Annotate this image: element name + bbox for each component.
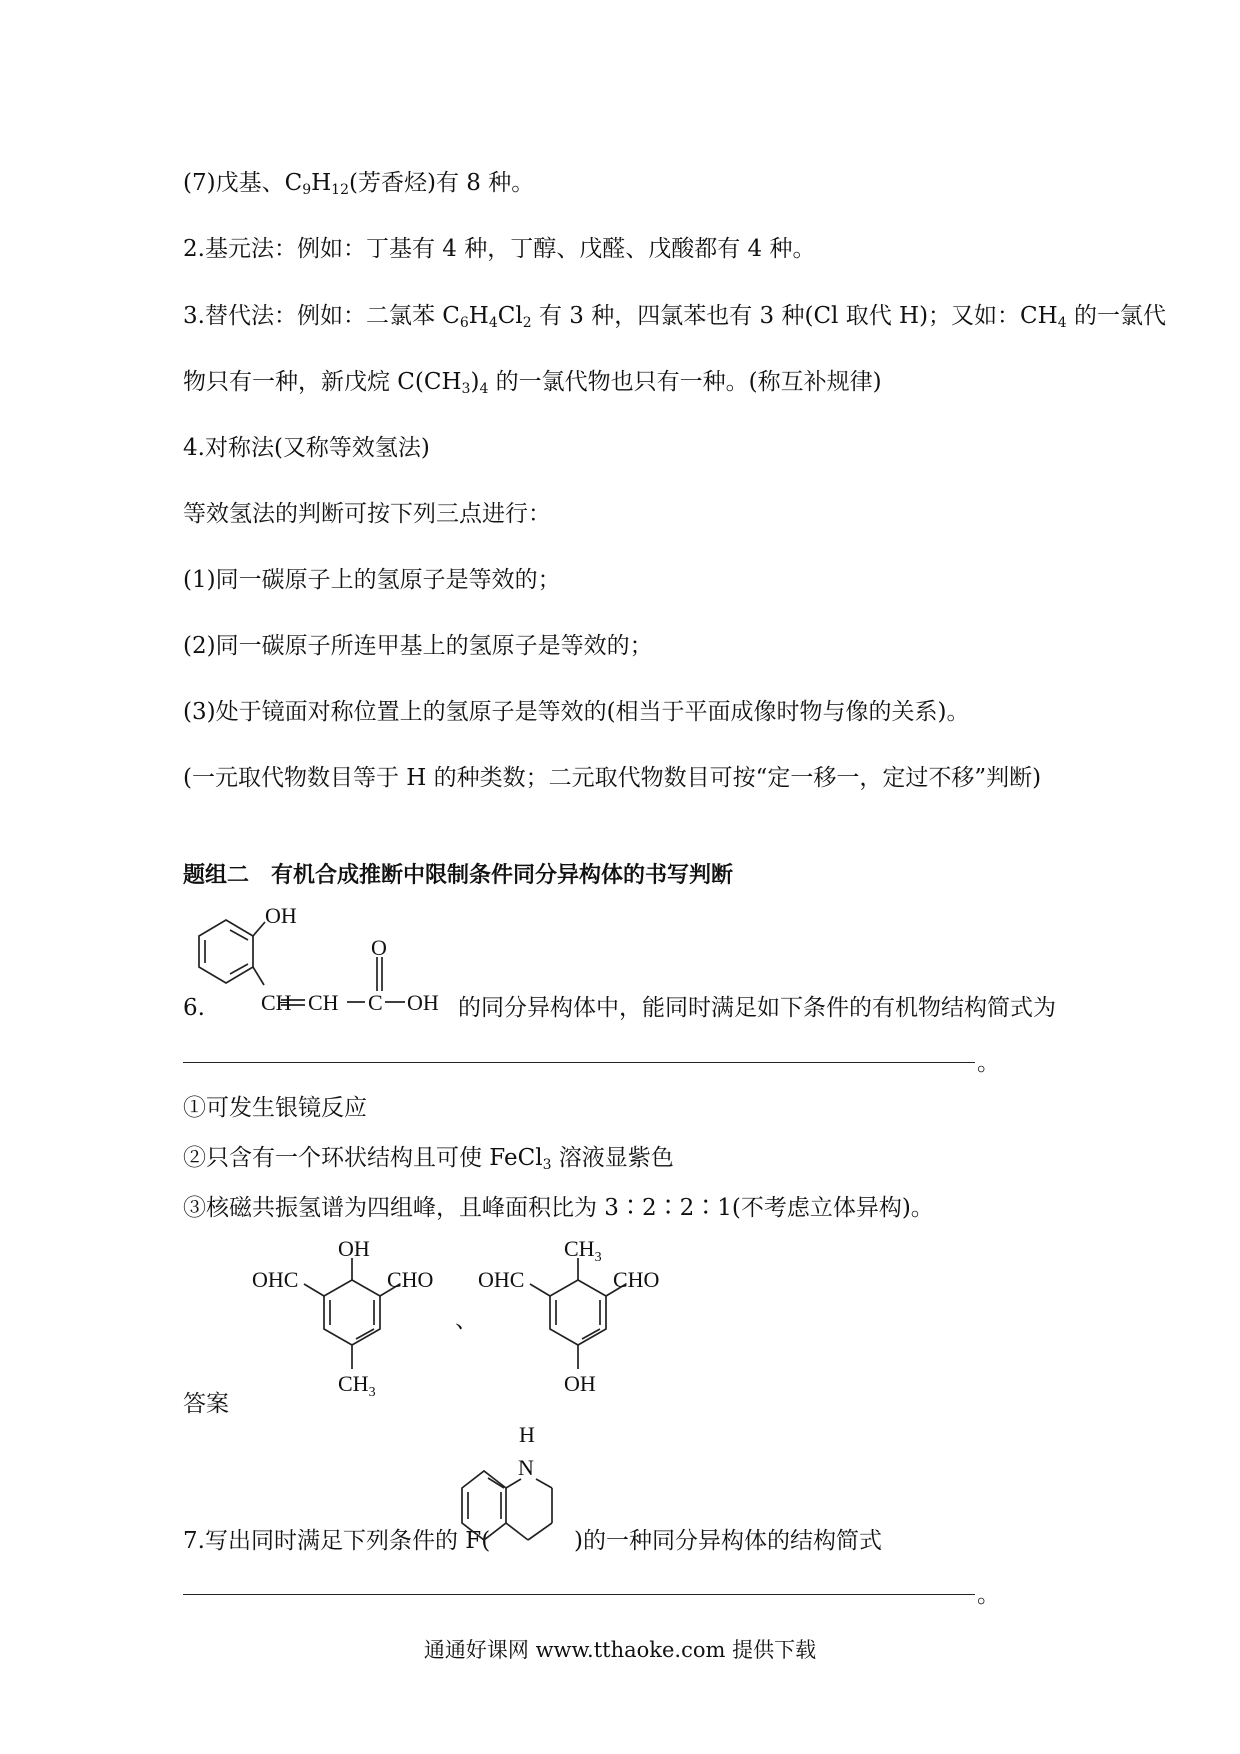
page-footer: 通通好课网 www.tthaoke.com 提供下载 bbox=[423, 1638, 817, 1662]
q7-stem-end: )的一种同分异构体的结构简式 bbox=[574, 1528, 882, 1554]
answer1-oh-label: OH bbox=[338, 1236, 370, 1261]
rule-item-7: (7)戊基、$C_9H_{12}$(芳香烃)有 8 种。 bbox=[183, 170, 535, 198]
q6-stem: 的同分异构体中，能同时满足如下条件的有机物结构简式为 bbox=[458, 995, 1056, 1021]
answer1-methyl-label: CH bbox=[338, 1371, 369, 1396]
q6-blank-period: 。 bbox=[977, 1050, 1000, 1076]
carboxyl-oh-label: OH bbox=[407, 990, 439, 1015]
carbonyl-oxygen-label: O bbox=[371, 935, 387, 960]
judge-intro: 等效氢法的判断可按下列三点进行： bbox=[183, 501, 551, 527]
svg-text:CH3: $CH_3$ bbox=[564, 1236, 602, 1265]
vinyl-ch-label-1: CH bbox=[261, 990, 292, 1015]
answer-label: 答案 bbox=[183, 1391, 229, 1417]
method-4-text: 4.对称法(又称等效氢法) bbox=[183, 435, 430, 461]
method-3-text: 3.替代法：例如：二氯苯 $C_6H_4Cl_2$ 有 3 种，四氯苯也有 3 种(Cl 取代 H)；又如：$CH_4$ 的一氯代 bbox=[183, 303, 1166, 331]
answer2-left-cho-label: OHC bbox=[478, 1267, 525, 1292]
answer2-oh-label: OH bbox=[564, 1371, 596, 1396]
q6-condition-3: ③核磁共振氢谱为四组峰，且峰面积比为 3∶2∶2∶1(不考虑立体异构)。 bbox=[183, 1195, 934, 1221]
summary-note: (一元取代物数目等于 H 的种类数；二元取代物数目可按“定一移一，定过不移”判断) bbox=[183, 765, 1042, 791]
q7-answer-blank[interactable] bbox=[183, 1594, 975, 1595]
q6-condition-2: ②只含有一个环状结构且可使 FeCl$_3$ 溶液显紫色 bbox=[183, 1145, 674, 1173]
nitrogen-label: N bbox=[518, 1455, 534, 1480]
nh-hydrogen-label: H bbox=[519, 1422, 535, 1447]
answer2-methyl-label: CH bbox=[564, 1236, 595, 1261]
q6-reactant-structure bbox=[195, 905, 465, 1025]
q6-answer-structure-1 bbox=[252, 1236, 452, 1416]
q7-stem-start: 7.写出同时满足下列条件的 F( bbox=[183, 1528, 491, 1554]
answer2-right-cho-label: CHO bbox=[613, 1267, 660, 1292]
section-title: 题组二 有机合成推断中限制条件同分异构体的书写判断 bbox=[183, 862, 734, 888]
vinyl-ch-label-2: CH bbox=[308, 990, 339, 1015]
judge-point-1: (1)同一碳原子上的氢原子是等效的； bbox=[183, 567, 561, 593]
q6-number: 6. bbox=[183, 995, 205, 1021]
svg-text:CH3: $CH_3$ bbox=[338, 1371, 376, 1400]
hydroxyl-label: OH bbox=[265, 903, 297, 928]
answer-separator: 、 bbox=[455, 1307, 478, 1333]
q7-blank-period: 。 bbox=[977, 1582, 1000, 1608]
judge-point-2: (2)同一碳原子所连甲基上的氢原子是等效的； bbox=[183, 633, 653, 659]
answer1-left-cho-label: OHC bbox=[252, 1267, 299, 1292]
judge-point-3: (3)处于镜面对称位置上的氢原子是等效的(相当于平面成像时物与像的关系)。 bbox=[183, 699, 970, 725]
q6-condition-1: ①可发生银镜反应 bbox=[183, 1095, 367, 1121]
q6-answer-blank[interactable] bbox=[183, 1062, 975, 1063]
answer1-right-cho-label: CHO bbox=[387, 1267, 434, 1292]
method-2-text: 2.基元法：例如：丁基有 4 种，丁醇、戊醛、戊酸都有 4 种。 bbox=[183, 236, 816, 262]
method-3-continued: 物只有一种，新戊烷 $C(CH_3)_4$ 的一氯代物也只有一种。(称互补规律) bbox=[183, 369, 882, 397]
carboxyl-carbon-label: C bbox=[368, 990, 383, 1015]
q6-answer-structure-2 bbox=[478, 1236, 678, 1416]
